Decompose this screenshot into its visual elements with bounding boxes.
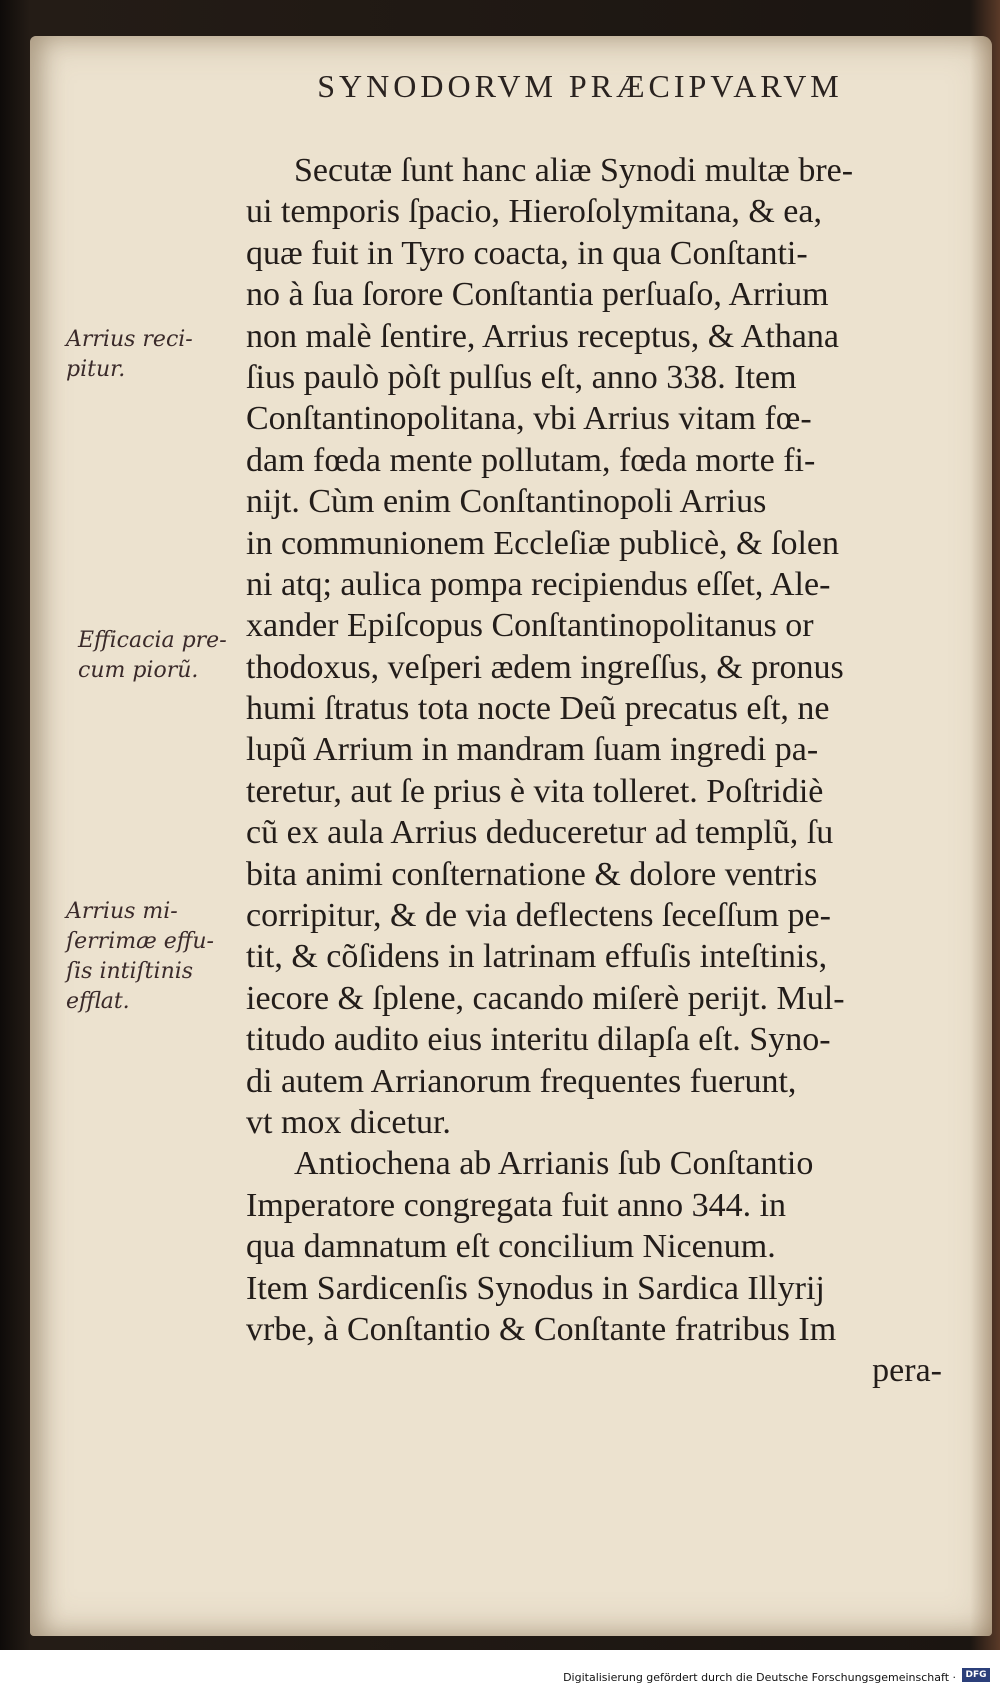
text-line: bita animi conſternatione & dolore ventris — [246, 855, 818, 893]
text-line: non malè ſentire, Arrius receptus, & Athana — [246, 317, 839, 355]
margin-note-arrius-efflat — [66, 897, 214, 1017]
running-head: SYNODORVM PRÆCIPVARVM — [317, 68, 843, 104]
text-line: Antiochena ab Arrianis ſub Conſtantio — [294, 1145, 814, 1183]
body-text — [246, 150, 946, 1392]
text-line: quæ fuit in Tyro coacta, in qua Conſtanti- — [246, 234, 808, 272]
margin-note-arrius-recipitur — [66, 325, 193, 385]
text-line: nijt. Cùm enim Conſtantinopoli Arrius — [246, 483, 767, 521]
text-line: vt mox dicetur. — [246, 1103, 451, 1141]
margin-note-line: Arrius reci- — [66, 327, 193, 352]
text-line: thodoxus, veſperi ædem ingreſſus, & pronus — [246, 648, 844, 686]
text-line: vrbe, à Conſtantio & Conſtante fratribus Im — [246, 1310, 837, 1348]
text-line: in communionem Eccleſiæ publicè, & ſolen — [246, 524, 839, 562]
text-line: tit, & cõſidens in latrinam effuſis inteſtinis, — [246, 938, 828, 976]
text-line: ni atq; aulica pompa recipiendus eſſet, Ale- — [246, 565, 831, 603]
dfg-logo-icon: DFG — [962, 1668, 990, 1682]
text-line: no à ſua ſorore Conſtantia perſuaſo, Arrium — [246, 276, 829, 314]
text-line: xander Epiſcopus Conſtantinopolitanus or — [246, 607, 814, 645]
text-line: titudo audito eius interitu dilapſa eſt. Syno- — [246, 1021, 831, 1059]
margin-note-line: ſerrimæ effu- — [66, 929, 214, 954]
text-line: ſius paulò pòſt pulſus eſt, anno 338. Item — [246, 358, 797, 396]
text-line: teretur, aut ſe prius è vita tolleret. Poſtridiè — [246, 772, 824, 810]
margin-note-line: efflat. — [66, 989, 130, 1014]
text-line: lupũ Arrium in mandram ſuam ingredi pa- — [246, 731, 819, 769]
margin-note-line: cum piorũ. — [78, 658, 199, 683]
text-line: Imperatore congregata fuit anno 344. in — [246, 1186, 787, 1224]
text-line: Secutæ ſunt hanc aliæ Synodi multæ bre- — [294, 152, 854, 189]
margin-note-line: pitur. — [66, 357, 126, 382]
margin-note-line: Arrius mi- — [66, 899, 178, 924]
text-line: di autem Arrianorum frequentes fuerunt, — [246, 1062, 797, 1100]
margin-note-line: ſis intiſtinis — [66, 959, 194, 984]
text-line: dam fœda mente pollutam, fœda morte fi- — [246, 441, 816, 479]
margin-note-efficacia — [78, 626, 227, 686]
text-line: Conſtantinopolitana, vbi Arrius vitam fœ- — [246, 400, 812, 438]
catchword: pera- — [872, 1352, 942, 1390]
text-line: Item Sardicenſis Synodus in Sardica Illyrij — [246, 1269, 825, 1307]
text-line: qua damnatum eſt concilium Nicenum. — [246, 1228, 776, 1266]
text-line: corripitur, & de via deflectens ſeceſſum pe- — [246, 897, 831, 935]
funding-credit: Digitalisierung gefördert durch die Deutsche Forschungsgemeinschaft · — [563, 1671, 956, 1684]
text-line: ui temporis ſpacio, Hieroſolymitana, & ea, — [246, 193, 822, 231]
text-line: cũ ex aula Arrius deduceretur ad templũ, ſu — [246, 814, 834, 852]
text-line: iecore & ſplene, cacando miſerè perijt. Mul- — [246, 979, 845, 1017]
margin-note-line: Efficacia pre- — [78, 628, 227, 653]
text-line: humi ſtratus tota nocte Deũ precatus eſt, ne — [246, 690, 830, 728]
